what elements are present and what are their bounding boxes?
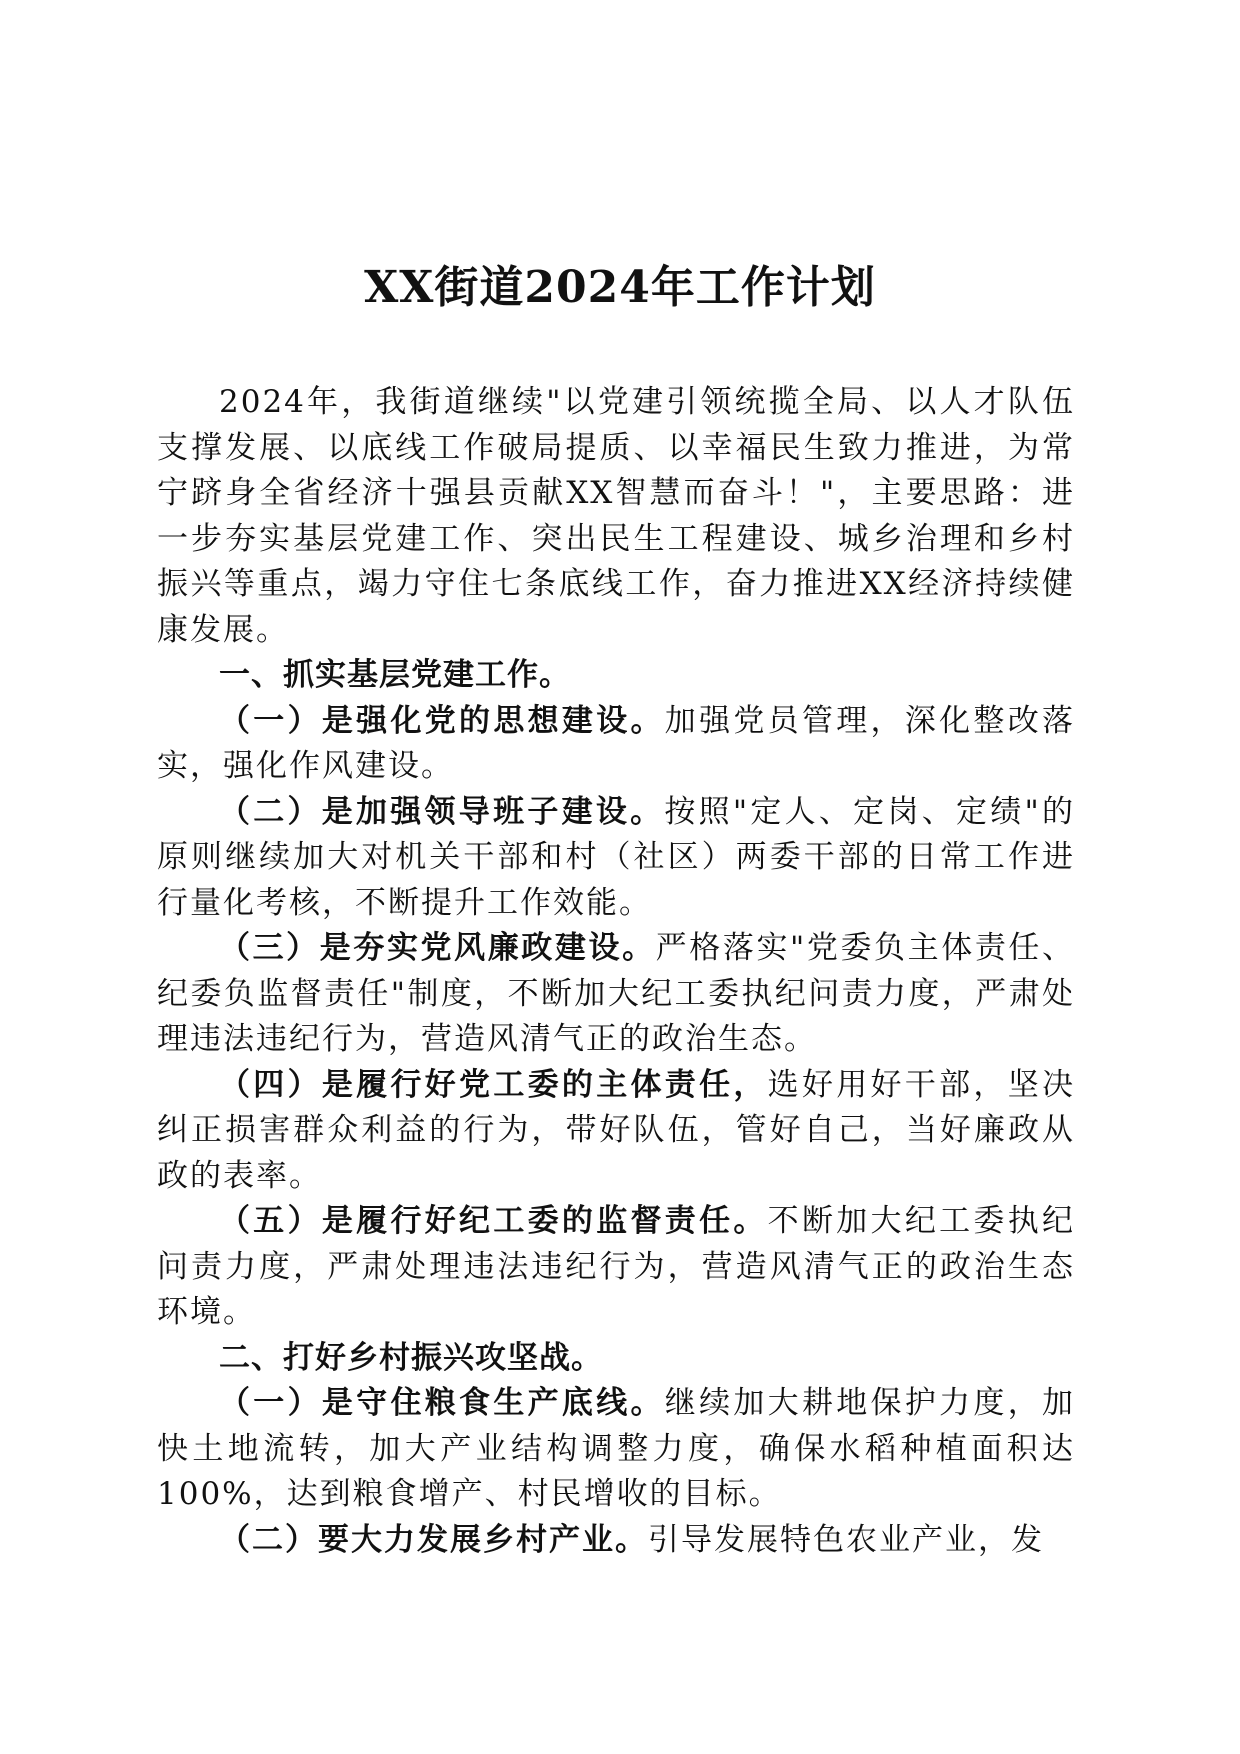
item-title: （三）是夯实党风廉政建设。 <box>219 930 656 966</box>
item-title: （二）是加强领导班子建设。 <box>219 793 665 830</box>
item-text: 按照"定人、定岗、定绩"的原则继续加大对机关干部和村（社区）两委干部的日常工作进行量化考核，不断提升工作效能。 <box>157 793 1075 921</box>
item-title: （五）是履行好纪工委的监督责任。 <box>219 1203 768 1239</box>
item-title: （二）要大力发展乡村产业。 <box>219 1521 648 1558</box>
section-2-item-2 <box>157 1518 1075 1564</box>
item-title: （一）是强化党的思想建设。 <box>219 702 665 739</box>
document-title: XX街道2024年工作计划 <box>364 262 876 313</box>
item-text: 引导发展特色农业产业，发 <box>648 1521 1044 1558</box>
section-1-item-5 <box>157 1199 1075 1336</box>
section-1-item-4 <box>157 1063 1075 1200</box>
section-2-item-1 <box>157 1381 1075 1518</box>
item-title: （一）是守住粮食生产底线。 <box>219 1385 665 1421</box>
item-text: 加强党员管理，深化整改落实，强化作风建设。 <box>157 702 1076 784</box>
item-text: 选好用好干部，坚决纠正损害群众利益的行为，带好队伍，管好自己，当好廉政从政的表率。 <box>157 1066 1076 1194</box>
item-text: 继续加大耕地保护力度，加快土地流转，加大产业结构调整力度，确保水稻种植面积达100%，达到粮食增产、村民增收的目标。 <box>157 1385 1076 1512</box>
section-2-heading: 二、打好乡村振兴攻坚战。 <box>219 1339 603 1376</box>
document-body <box>157 380 1075 1563</box>
item-text: 严格落实"党委负主体责任、纪委负监督责任"制度，不断加大纪工委执纪问责力度，严肃处理违法违纪行为，营造风清气正的政治生态。 <box>157 930 1076 1057</box>
section-1-heading: 一、抓实基层党建工作。 <box>219 657 571 693</box>
section-1-item-2 <box>157 790 1075 927</box>
intro-paragraph: 2024年，我街道继续"以党建引领统揽全局、以人才队伍支撑发展、以底线工作破局提质、以幸福民生致力推进，为常宁跻身全省经济十强县贡献XX智慧而奋斗！"，主要思路：进一步夯实基层党建工作、突出民生工程建设、城乡治理和乡村振兴等重点，竭力守住七条底线工作，奋力推进XX经济持续健康发展。 <box>157 384 1075 648</box>
section-1-item-1 <box>157 699 1075 790</box>
item-title: （四）是履行好党工委的主体责任， <box>219 1066 768 1103</box>
section-1-item-3 <box>157 926 1075 1063</box>
item-text: 不断加大纪工委执纪问责力度，严肃处理违法违纪行为，营造风清气正的政治生态环境。 <box>157 1203 1076 1330</box>
